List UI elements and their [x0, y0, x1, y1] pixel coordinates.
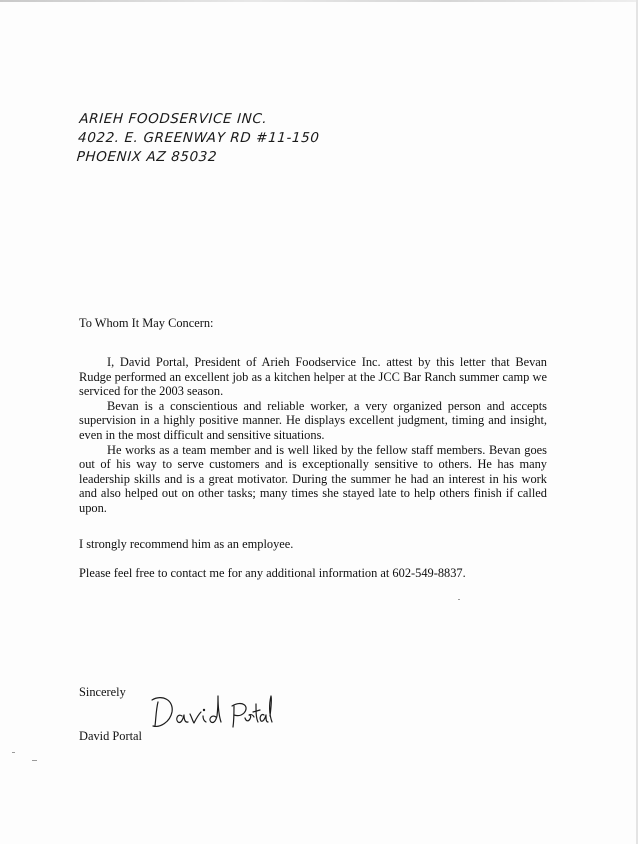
- city-address: PHOENIX AZ 85032: [76, 149, 218, 165]
- scan-speck: [12, 752, 15, 753]
- scan-speck: [458, 599, 460, 600]
- scan-speck: [32, 760, 37, 761]
- company-name: ARIEH FOODSERVICE INC.: [78, 111, 268, 127]
- recommendation-line: I strongly recommend him as an employee.: [79, 537, 294, 551]
- contact-line: Please feel free to contact me for any additional information at 602-549-8837.: [79, 566, 466, 580]
- body-paragraph-2: Bevan is a conscientious and reliable worker, a very organized person and accepts supervision in a highly positive manner. He displays excellent judgment, timing and insight, even in the most difficult and sensitive situations.: [79, 398, 547, 442]
- street-address: 4022. E. GREENWAY RD #11-150: [77, 130, 321, 146]
- letterhead: [76, 110, 321, 167]
- handwritten-signature: [150, 686, 275, 734]
- body-paragraph-1: I, David Portal, President of Arieh Foodservice Inc. attest by this letter that Bevan Rudge performed an excellent job as a kitchen helper at the JCC Bar Ranch summer camp we serviced for the 2003 season.: [79, 355, 547, 399]
- closing: Sincerely: [79, 685, 126, 699]
- signer-name: David Portal: [79, 729, 142, 743]
- body-paragraph-3: He works as a team member and is well liked by the fellow staff members. Bevan goes out of his way to serve customers and is exceptionally sensitive to others. He has many leadership skills and is a great motivator. During the summer he had an interest in his work and also helped out on other tasks; many times she stayed late to help others finish if called upon.: [79, 442, 547, 515]
- letter-body: [79, 355, 547, 516]
- scan-top-edge: [0, 0, 638, 2]
- salutation: To Whom It May Concern:: [79, 316, 214, 330]
